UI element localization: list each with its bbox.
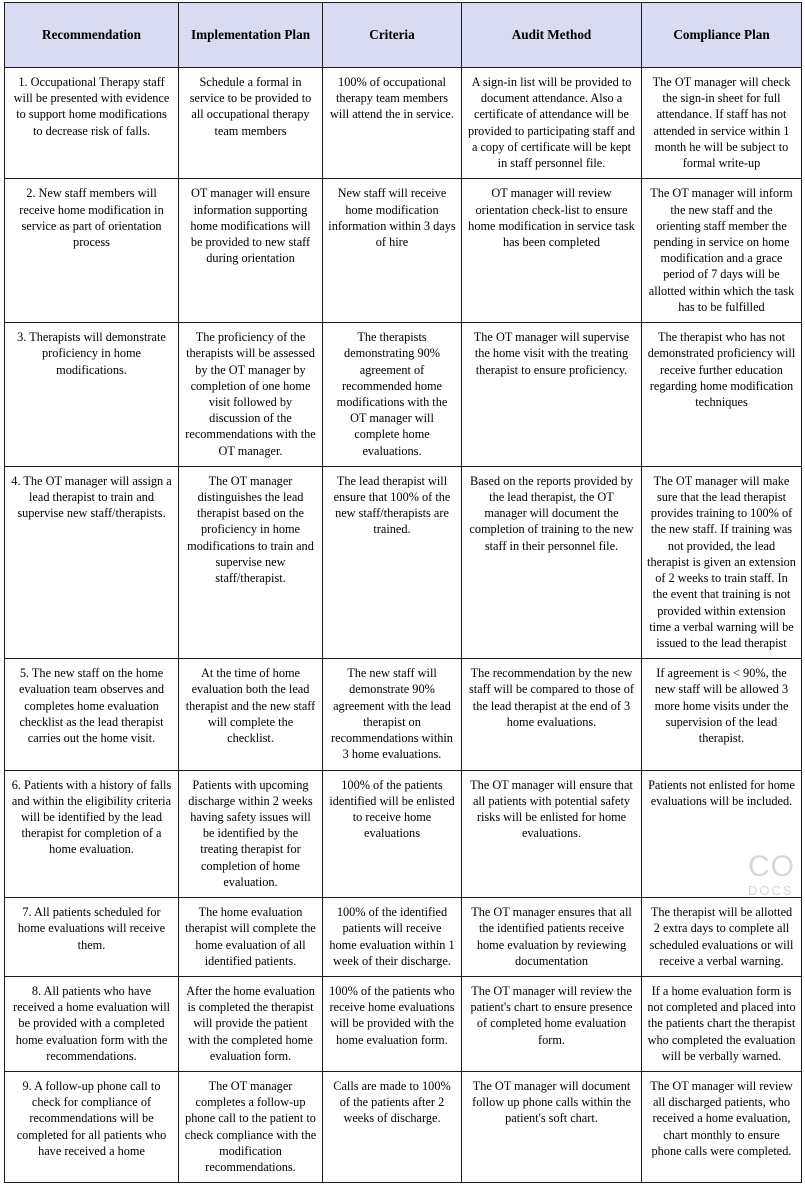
cell-criteria: Calls are made to 100% of the patients after 2 weeks of discharge. (323, 1072, 462, 1183)
cell-recommendation: 4. The OT manager will assign a lead therapist to train and supervise new staff/therapists. (5, 466, 179, 658)
cell-audit-method: The OT manager will document follow up phone calls within the patient's soft chart. (462, 1072, 642, 1183)
column-header-recommendation: Recommendation (5, 3, 179, 68)
cell-criteria: New staff will receive home modification information within 3 days of hire (323, 179, 462, 323)
column-header-criteria: Criteria (323, 3, 462, 68)
cell-criteria: The lead therapist will ensure that 100% of the new staff/therapists are trained. (323, 466, 462, 658)
column-header-implementation-plan: Implementation Plan (179, 3, 323, 68)
watermark-line-2: DOCS (748, 883, 794, 898)
cell-compliance-plan: If a home evaluation form is not completed and placed into the patients chart the therapist who completed the evaluation will be verbally warned. (642, 976, 802, 1071)
cell-recommendation: 8. All patients who have received a home evaluation will be provided with a completed home evaluation form with the recommendations. (5, 976, 179, 1071)
cell-compliance-plan: The therapist who has not demonstrated proficiency will receive further education regarding home modification techniques (642, 323, 802, 467)
table-row (5, 770, 802, 898)
cell-compliance-plan: Patients not enlisted for home evaluations will be included. (642, 770, 802, 898)
cell-recommendation: 6. Patients with a history of falls and within the eligibility criteria will be identified by the lead therapist for completion of a home evaluation. (5, 770, 179, 898)
cell-compliance-plan: The OT manager will review all discharged patients, who received a home evaluation, chart monthly to ensure phone calls were completed. (642, 1072, 802, 1183)
cell-criteria: The therapists demonstrating 90% agreement of recommended home modifications with the OT manager will complete home evaluations. (323, 323, 462, 467)
cell-recommendation: 5. The new staff on the home evaluation team observes and completes home evaluation checklist as the lead therapist carries out the home visit. (5, 659, 179, 770)
table-row (5, 323, 802, 467)
cell-recommendation: 3. Therapists will demonstrate proficiency in home modifications. (5, 323, 179, 467)
recommendations-table (4, 2, 802, 1183)
cell-implementation-plan: After the home evaluation is completed the therapist will provide the patient with the completed home evaluation form. (179, 976, 323, 1071)
table-body (5, 68, 802, 1183)
cell-audit-method: OT manager will review orientation check-list to ensure home modification in service task has been completed (462, 179, 642, 323)
cell-implementation-plan: The home evaluation therapist will complete the home evaluation of all identified patients. (179, 898, 323, 977)
column-header-compliance-plan: Compliance Plan (642, 3, 802, 68)
cell-compliance-plan: The OT manager will make sure that the lead therapist provides training to 100% of the new staff. If training was not provided, the lead therapist is given an extension of 2 weeks to train staff. In the event that training is not provided within extension time a verbal warning will be issued to the lead therapist (642, 466, 802, 658)
table-row (5, 466, 802, 658)
table-row (5, 898, 802, 977)
table-row (5, 659, 802, 770)
cell-audit-method: The recommendation by the new staff will be compared to those of the lead therapist at the end of 3 home evaluations. (462, 659, 642, 770)
cell-audit-method: The OT manager will supervise the home visit with the treating therapist to ensure proficiency. (462, 323, 642, 467)
cell-implementation-plan: The proficiency of the therapists will be assessed by the OT manager by completion of one home visit followed by discussion of the recommendations with the OT manager. (179, 323, 323, 467)
watermark-line-1: CO (748, 850, 795, 883)
cell-criteria: 100% of the identified patients will receive home evaluation within 1 week of their discharge. (323, 898, 462, 977)
cell-recommendation: 1. Occupational Therapy staff will be presented with evidence to support home modifications to decrease risk of falls. (5, 68, 179, 179)
cell-criteria: The new staff will demonstrate 90% agreement with the lead therapist on recommendations within 3 home evaluations. (323, 659, 462, 770)
cell-recommendation: 9. A follow-up phone call to check for compliance of recommendations will be completed for all patients who have received a home (5, 1072, 179, 1183)
table-row (5, 68, 802, 179)
cell-compliance-plan: The OT manager will inform the new staff and the orienting staff member the pending in service on home modification and a grace period of 7 days will be allotted within which the task has to be fulfilled (642, 179, 802, 323)
table-row (5, 1072, 802, 1183)
cell-compliance-plan: If agreement is < 90%, the new staff will be allowed 3 more home visits under the supervision of the lead therapist. (642, 659, 802, 770)
cell-compliance-plan: The therapist will be allotted 2 extra days to complete all scheduled evaluations or will receive a verbal warning. (642, 898, 802, 977)
cell-implementation-plan: Schedule a formal in service to be provided to all occupational therapy team members (179, 68, 323, 179)
table-row (5, 976, 802, 1071)
table-header-row (5, 3, 802, 68)
cell-recommendation: 7. All patients scheduled for home evaluations will receive them. (5, 898, 179, 977)
cell-criteria: 100% of occupational therapy team members will attend the in service. (323, 68, 462, 179)
cell-implementation-plan: The OT manager distinguishes the lead therapist based on the proficiency in home modifications to train and supervise new staff/therapist. (179, 466, 323, 658)
cell-implementation-plan: The OT manager completes a follow-up phone call to the patient to check compliance with the modification recommendations. (179, 1072, 323, 1183)
cell-criteria: 100% of the patients who receive home evaluations will be provided with the home evaluation form. (323, 976, 462, 1071)
cell-compliance-plan: The OT manager will check the sign-in sheet for full attendance. If staff has not attended in service within 1 month he will be subject to formal write-up (642, 68, 802, 179)
table-header (5, 3, 802, 68)
column-header-audit-method: Audit Method (462, 3, 642, 68)
cell-implementation-plan: Patients with upcoming discharge within 2 weeks having safety issues will be identified by the treating therapist for completion of home evaluation. (179, 770, 323, 898)
cell-audit-method: A sign-in list will be provided to document attendance. Also a certificate of attendance will be provided to participating staff and a copy of certificate will be kept in staff personnel file. (462, 68, 642, 179)
cell-audit-method: Based on the reports provided by the lead therapist, the OT manager will document the completion of training to the new staff in their personnel file. (462, 466, 642, 658)
cell-audit-method: The OT manager ensures that all the identified patients receive home evaluation by reviewing documentation (462, 898, 642, 977)
cell-implementation-plan: At the time of home evaluation both the lead therapist and the new staff will complete the checklist. (179, 659, 323, 770)
cell-criteria: 100% of the patients identified will be enlisted to receive home evaluations (323, 770, 462, 898)
cell-audit-method: The OT manager will ensure that all patients with potential safety risks will be enlisted for home evaluations. (462, 770, 642, 898)
cell-recommendation: 2. New staff members will receive home modification in service as part of orientation process (5, 179, 179, 323)
cell-audit-method: The OT manager will review the patient's chart to ensure presence of completed home evaluation form. (462, 976, 642, 1071)
cell-implementation-plan: OT manager will ensure information supporting home modifications will be provided to new staff during orientation (179, 179, 323, 323)
table-row (5, 179, 802, 323)
